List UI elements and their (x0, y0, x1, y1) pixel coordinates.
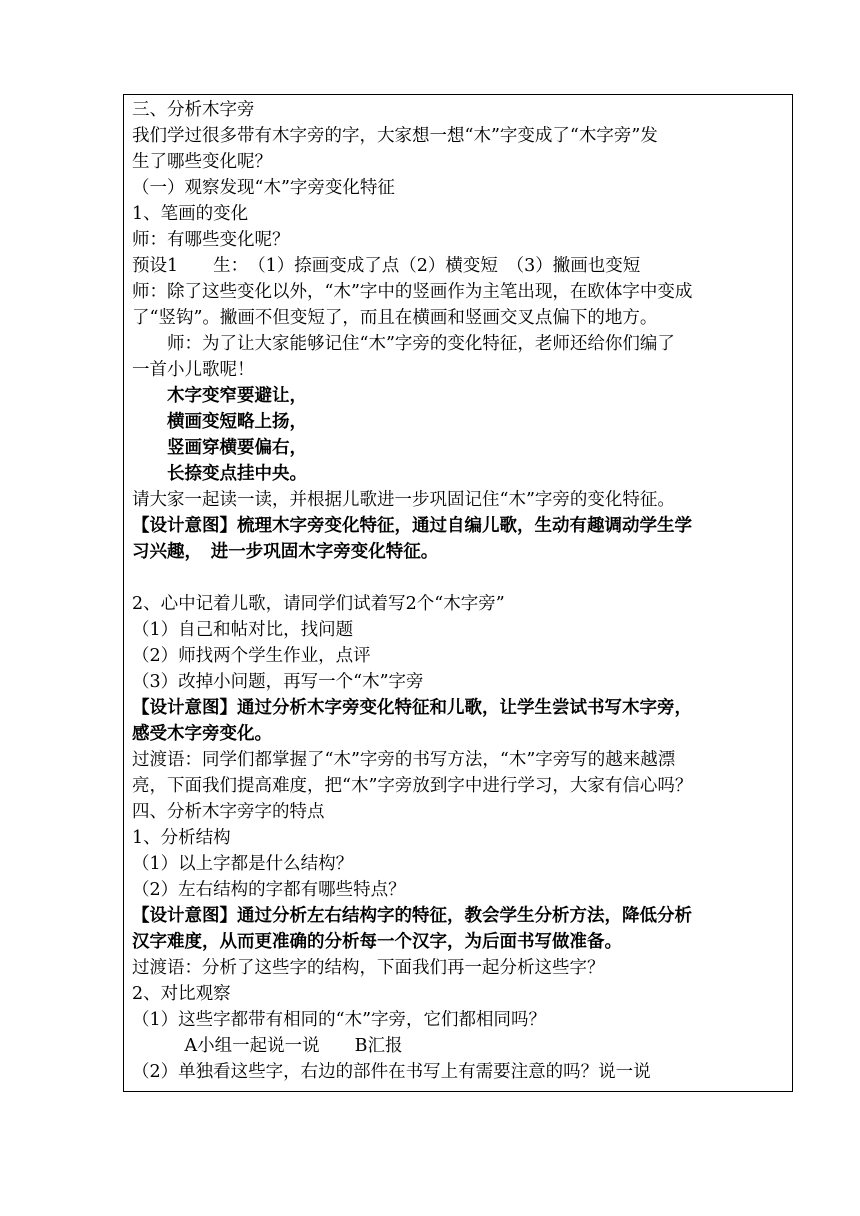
list-item: （3）改掉小问题，再写一个“木”字旁 (132, 672, 424, 692)
text-line: 生了哪些变化呢？ (132, 152, 272, 172)
rhyme-line: 竖画穿横要偏右， (132, 438, 307, 458)
rhyme-line: 木字变窄要避让， (132, 386, 307, 406)
design-intent: 习兴趣， 进一步巩固木字旁变化特征。 (132, 542, 439, 562)
design-intent: 【设计意图】通过分析木字旁变化特征和儿歌，让学生尝试书写木字旁， (132, 698, 692, 718)
list-item: A小组一起说一说 B汇报 (132, 1036, 403, 1056)
transition-text: 亮，下面我们提高难度，把“木”字旁放到字中进行学习，大家有信心吗？ (132, 776, 693, 796)
text-line: 师：有哪些变化呢？ (132, 230, 290, 250)
design-intent: 感受木字旁变化。 (132, 724, 272, 744)
text-line: 师：除了这些变化以外，“木”字中的竖画作为主笔出现，在欧体字中变成 (132, 282, 693, 302)
list-item: （2）师找两个学生作业，点评 (132, 646, 371, 666)
design-intent: 汉字难度，从而更准确的分析每一个汉字，为后面书写做准备。 (132, 932, 622, 952)
rhyme-line: 长捺变点挂中央。 (132, 464, 307, 484)
transition-text: 过渡语：分析了这些字的结构，下面我们再一起分析这些字？ (132, 958, 605, 978)
subheading-observe: （一）观察发现“木”字旁变化特征 (132, 178, 395, 198)
list-item: （1）这些字都带有相同的“木”字旁，它们都相同吗？ (132, 1010, 547, 1030)
list-item: （1）以上字都是什么结构？ (132, 854, 354, 874)
list-item: （2）左右结构的字都有哪些特点？ (132, 880, 406, 900)
section-heading-three: 三、分析木字旁 (132, 100, 255, 120)
rhyme-line: 横画变短略上扬， (132, 412, 307, 432)
transition-text: 过渡语：同学们都掌握了“木”字旁的书写方法，“木”字旁写的越来越漂 (132, 750, 676, 770)
text-line: 我们学过很多带有木字旁的字，大家想一想“木”字变成了“木字旁”发 (132, 126, 658, 146)
text-line: 请大家一起读一读，并根据儿歌进一步巩固记住“木”字旁的变化特征。 (132, 490, 675, 510)
subheading-stroke-change: 1、笔画的变化 (132, 204, 249, 224)
subheading-practice: 2、心中记着儿歌，请同学们试着写2个“木字旁” (132, 594, 505, 614)
section-heading-four: 四、分析木字旁字的特点 (132, 802, 325, 822)
text-line: 预设1 生： （1）捺画变成了点（2）横变短 （3）撇画也变短 (132, 256, 641, 276)
design-intent: 【设计意图】梳理木字旁变化特征，通过自编儿歌，生动有趣调动学生学 (132, 516, 692, 536)
text-line: 师：为了让大家能够记住“木”字旁的变化特征，老师还给你们编了 (132, 334, 675, 354)
list-item: （2）单独看这些字，右边的部件在书写上有需要注意的吗？说一说 (132, 1062, 651, 1082)
subheading-compare: 2、对比观察 (132, 984, 231, 1004)
subheading-structure: 1、分析结构 (132, 828, 231, 848)
text-line: 一首小儿歌呢！ (132, 360, 255, 380)
text-line: 了“竖钩”。撇画不但变短了，而且在横画和竖画交叉点偏下的地方。 (132, 308, 658, 328)
list-item: （1）自己和帖对比，找问题 (132, 620, 354, 640)
design-intent: 【设计意图】通过分析左右结构字的特征，教会学生分析方法，降低分析 (132, 906, 692, 926)
